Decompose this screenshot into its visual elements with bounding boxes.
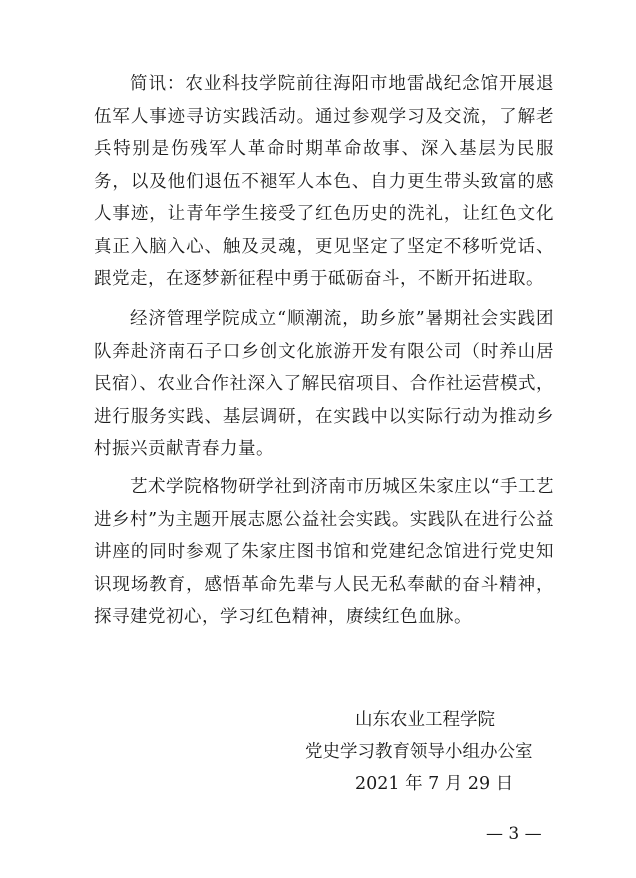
paragraph-agri-tech: 简讯：农业科技学院前往海阳市地雷战纪念馆开展退伍军人事迹寻访实践活动。通过参观学习及交流，了解老兵特别是伤残军人革命时期革命故事、深入基层为民服务，以及他们退伍不褪军人本色、自力更生带头致富的感人事迹，让青年学生接受了红色历史的洗礼，让红色文化真正入脑入心、触及灵魂，更见坚定了坚定不移听党话、跟党走，在逐梦新征程中勇于砥砺奋斗，不断开拓进取。 [94, 74, 554, 289]
paragraph-econ-management: 经济管理学院成立“顺潮流，助乡旅”暑期社会实践团队奔赴济南石子口乡创文化旅游开发有限公司（时养山居民宿）、农业合作社深入了解民宿项目、合作社运营模式，进行服务实践、基层调研，在实践中以实际行动为推动乡村振兴贡献青春力量。 [94, 309, 554, 459]
signature-organization: 山东农业工程学院 [355, 710, 495, 730]
page-number: — 3 — [486, 824, 542, 844]
signature-office: 党史学习教育领导小组办公室 [305, 742, 533, 762]
paragraph-arts: 艺术学院格物研学社到济南市历城区朱家庄以“手工艺进乡村”为主题开展志愿公益社会实践。实践队在进行公益讲座的同时参观了朱家庄图书馆和党建纪念馆进行党史知识现场教育，感悟革命先辈与人民无私奉献的奋斗精神，探寻建党初心，学习红色精神，赓续红色血脉。 [94, 477, 554, 627]
signature-date: 2021 年 7 月 29 日 [355, 774, 514, 794]
